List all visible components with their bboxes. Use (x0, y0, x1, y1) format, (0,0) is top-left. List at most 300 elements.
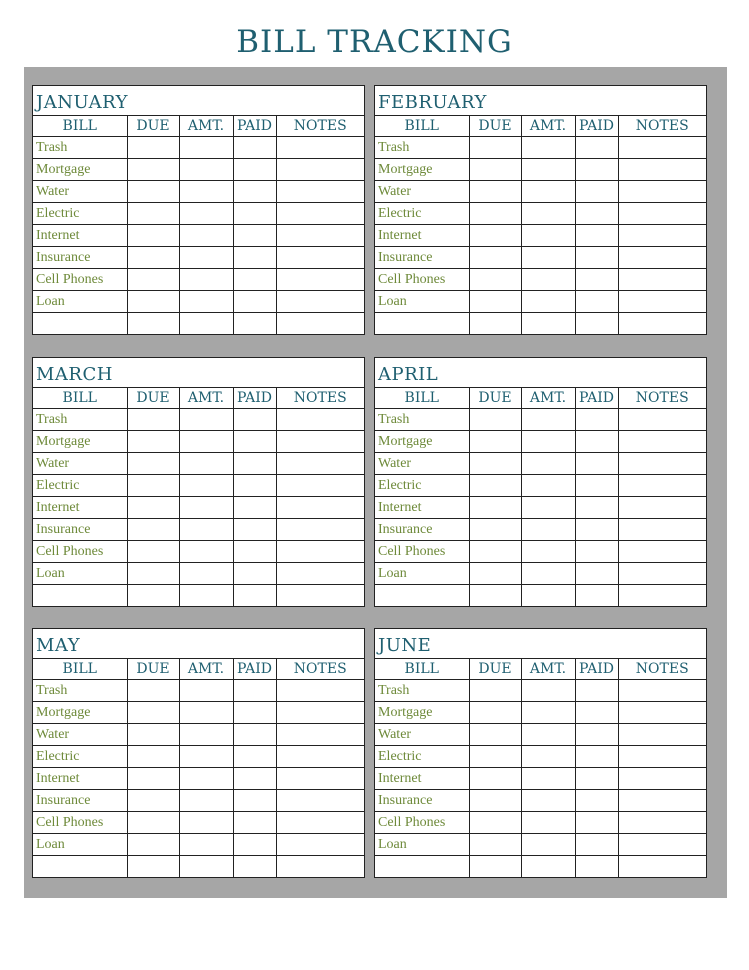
bill-table (375, 659, 706, 877)
paid-cell (233, 541, 276, 563)
notes-cell (618, 519, 706, 541)
header-row (33, 659, 364, 680)
column-header-amt: AMT. (521, 659, 575, 680)
paid-cell (233, 313, 276, 335)
due-cell (127, 497, 179, 519)
month-block-may (32, 628, 365, 878)
column-header-due: DUE (469, 388, 521, 409)
column-header-due: DUE (127, 388, 179, 409)
due-cell (127, 746, 179, 768)
paid-cell (233, 137, 276, 159)
bill-name-cell: Cell Phones (33, 812, 127, 834)
notes-cell (276, 563, 364, 585)
amt-cell (179, 702, 233, 724)
column-header-bill: BILL (375, 116, 469, 137)
table-row (33, 431, 364, 453)
notes-cell (276, 790, 364, 812)
amt-cell (179, 409, 233, 431)
notes-cell (276, 812, 364, 834)
column-header-paid: PAID (233, 388, 276, 409)
notes-cell (618, 225, 706, 247)
table-row (33, 409, 364, 431)
due-cell (469, 203, 521, 225)
notes-cell (276, 181, 364, 203)
due-cell (469, 768, 521, 790)
due-cell (469, 453, 521, 475)
bill-name-cell: Insurance (33, 247, 127, 269)
due-cell (469, 680, 521, 702)
due-cell (469, 431, 521, 453)
due-cell (469, 541, 521, 563)
paid-cell (575, 475, 618, 497)
bill-name-cell: Water (375, 453, 469, 475)
bill-name-cell: Mortgage (33, 431, 127, 453)
table-row (375, 313, 706, 335)
due-cell (469, 269, 521, 291)
notes-cell (618, 702, 706, 724)
notes-cell (618, 680, 706, 702)
due-cell (469, 409, 521, 431)
due-cell (127, 702, 179, 724)
bill-name-cell: Internet (33, 225, 127, 247)
notes-cell (276, 291, 364, 313)
table-row (33, 137, 364, 159)
paid-cell (575, 812, 618, 834)
paid-cell (575, 291, 618, 313)
bill-name-cell: Loan (375, 563, 469, 585)
column-header-bill: BILL (33, 116, 127, 137)
table-row (375, 746, 706, 768)
amt-cell (179, 269, 233, 291)
table-row (33, 812, 364, 834)
paid-cell (233, 585, 276, 607)
paid-cell (233, 519, 276, 541)
bill-name-cell: Loan (33, 563, 127, 585)
paid-cell (575, 724, 618, 746)
bill-name-cell: Insurance (375, 790, 469, 812)
table-row (375, 291, 706, 313)
due-cell (469, 247, 521, 269)
amt-cell (179, 680, 233, 702)
paid-cell (233, 790, 276, 812)
amt-cell (179, 768, 233, 790)
paid-cell (575, 856, 618, 878)
notes-cell (276, 768, 364, 790)
column-header-amt: AMT. (179, 116, 233, 137)
amt-cell (179, 834, 233, 856)
paid-cell (233, 269, 276, 291)
due-cell (127, 431, 179, 453)
amt-cell (521, 680, 575, 702)
notes-cell (618, 475, 706, 497)
paid-cell (575, 541, 618, 563)
bill-name-cell: Internet (375, 225, 469, 247)
amt-cell (521, 790, 575, 812)
notes-cell (276, 159, 364, 181)
bill-name-cell: Loan (375, 834, 469, 856)
amt-cell (521, 409, 575, 431)
table-row (33, 181, 364, 203)
table-row (33, 519, 364, 541)
amt-cell (521, 497, 575, 519)
due-cell (127, 834, 179, 856)
month-block-january (32, 85, 365, 335)
paid-cell (233, 856, 276, 878)
amt-cell (521, 159, 575, 181)
bill-name-cell (375, 856, 469, 878)
amt-cell (179, 225, 233, 247)
table-row (375, 680, 706, 702)
paid-cell (575, 313, 618, 335)
notes-cell (276, 247, 364, 269)
bill-name-cell: Internet (375, 497, 469, 519)
paid-cell (575, 137, 618, 159)
paid-cell (233, 203, 276, 225)
column-header-paid: PAID (575, 388, 618, 409)
due-cell (469, 181, 521, 203)
column-header-amt: AMT. (179, 659, 233, 680)
column-header-paid: PAID (233, 116, 276, 137)
amt-cell (179, 137, 233, 159)
table-row (375, 834, 706, 856)
notes-cell (276, 834, 364, 856)
bill-table (33, 388, 364, 606)
month-title: MARCH (33, 358, 364, 388)
due-cell (127, 159, 179, 181)
table-row (375, 453, 706, 475)
amt-cell (521, 137, 575, 159)
due-cell (127, 181, 179, 203)
bill-name-cell (33, 313, 127, 335)
paid-cell (233, 225, 276, 247)
month-title: JANUARY (33, 86, 364, 116)
bill-table (33, 659, 364, 877)
due-cell (127, 790, 179, 812)
paid-cell (233, 291, 276, 313)
due-cell (469, 790, 521, 812)
column-header-notes: NOTES (276, 388, 364, 409)
table-row (33, 856, 364, 878)
notes-cell (276, 856, 364, 878)
table-row (33, 475, 364, 497)
bill-name-cell: Water (33, 724, 127, 746)
due-cell (469, 834, 521, 856)
table-row (375, 203, 706, 225)
table-row (375, 225, 706, 247)
due-cell (469, 313, 521, 335)
bill-name-cell: Cell Phones (375, 812, 469, 834)
amt-cell (521, 269, 575, 291)
notes-cell (276, 541, 364, 563)
table-row (375, 159, 706, 181)
notes-cell (618, 790, 706, 812)
due-cell (127, 519, 179, 541)
amt-cell (179, 313, 233, 335)
column-header-notes: NOTES (618, 116, 706, 137)
amt-cell (521, 746, 575, 768)
bill-name-cell: Electric (33, 203, 127, 225)
bill-name-cell: Insurance (375, 247, 469, 269)
amt-cell (179, 475, 233, 497)
notes-cell (618, 431, 706, 453)
month-block-june (374, 628, 707, 878)
notes-cell (618, 409, 706, 431)
paid-cell (233, 181, 276, 203)
paid-cell (233, 431, 276, 453)
paid-cell (575, 680, 618, 702)
amt-cell (179, 812, 233, 834)
notes-cell (618, 497, 706, 519)
table-row (33, 790, 364, 812)
column-header-bill: BILL (33, 388, 127, 409)
paid-cell (575, 585, 618, 607)
amt-cell (521, 563, 575, 585)
column-header-due: DUE (469, 116, 521, 137)
column-header-bill: BILL (375, 388, 469, 409)
due-cell (127, 409, 179, 431)
bill-name-cell: Trash (375, 680, 469, 702)
due-cell (469, 291, 521, 313)
column-header-paid: PAID (575, 116, 618, 137)
notes-cell (276, 431, 364, 453)
table-row (375, 812, 706, 834)
bill-name-cell: Electric (375, 203, 469, 225)
paid-cell (575, 247, 618, 269)
due-cell (469, 563, 521, 585)
bill-table (375, 116, 706, 334)
notes-cell (276, 409, 364, 431)
notes-cell (618, 768, 706, 790)
bill-name-cell (375, 585, 469, 607)
paid-cell (233, 159, 276, 181)
table-row (33, 541, 364, 563)
bill-name-cell: Trash (33, 680, 127, 702)
notes-cell (276, 746, 364, 768)
bill-name-cell: Loan (33, 291, 127, 313)
due-cell (127, 768, 179, 790)
header-row (33, 388, 364, 409)
bill-name-cell: Trash (375, 137, 469, 159)
amt-cell (179, 159, 233, 181)
paid-cell (575, 409, 618, 431)
amt-cell (521, 225, 575, 247)
amt-cell (179, 790, 233, 812)
bill-name-cell (33, 585, 127, 607)
table-row (375, 409, 706, 431)
paid-cell (575, 768, 618, 790)
bill-name-cell: Internet (33, 497, 127, 519)
header-row (375, 659, 706, 680)
table-row (375, 137, 706, 159)
amt-cell (179, 585, 233, 607)
due-cell (469, 724, 521, 746)
table-row (33, 724, 364, 746)
notes-cell (276, 702, 364, 724)
paid-cell (233, 680, 276, 702)
column-header-notes: NOTES (618, 659, 706, 680)
amt-cell (521, 812, 575, 834)
paid-cell (233, 563, 276, 585)
bill-name-cell: Mortgage (33, 159, 127, 181)
bill-name-cell: Insurance (33, 790, 127, 812)
amt-cell (179, 203, 233, 225)
notes-cell (618, 541, 706, 563)
bill-name-cell: Water (375, 724, 469, 746)
notes-cell (618, 181, 706, 203)
due-cell (469, 137, 521, 159)
table-row (375, 563, 706, 585)
amt-cell (521, 702, 575, 724)
month-title: MAY (33, 629, 364, 659)
table-row (375, 519, 706, 541)
amt-cell (521, 856, 575, 878)
bill-name-cell: Mortgage (375, 431, 469, 453)
bill-name-cell: Trash (33, 137, 127, 159)
bill-name-cell: Internet (33, 768, 127, 790)
bill-name-cell: Mortgage (375, 702, 469, 724)
notes-cell (618, 137, 706, 159)
paid-cell (233, 812, 276, 834)
table-row (33, 497, 364, 519)
amt-cell (179, 746, 233, 768)
amt-cell (521, 724, 575, 746)
month-block-february (374, 85, 707, 335)
paid-cell (233, 497, 276, 519)
table-row (33, 225, 364, 247)
column-header-notes: NOTES (276, 116, 364, 137)
due-cell (127, 475, 179, 497)
bill-name-cell: Electric (375, 746, 469, 768)
month-block-april (374, 357, 707, 607)
bill-name-cell: Mortgage (33, 702, 127, 724)
column-header-amt: AMT. (521, 116, 575, 137)
notes-cell (618, 724, 706, 746)
paid-cell (575, 497, 618, 519)
header-row (375, 116, 706, 137)
amt-cell (179, 453, 233, 475)
paid-cell (233, 409, 276, 431)
notes-cell (618, 291, 706, 313)
paid-cell (575, 181, 618, 203)
month-title: JUNE (375, 629, 706, 659)
notes-cell (618, 313, 706, 335)
bill-name-cell: Insurance (375, 519, 469, 541)
paid-cell (575, 519, 618, 541)
table-row (33, 834, 364, 856)
amt-cell (179, 541, 233, 563)
bill-name-cell: Trash (33, 409, 127, 431)
due-cell (127, 291, 179, 313)
due-cell (469, 702, 521, 724)
bill-name-cell: Electric (33, 746, 127, 768)
due-cell (469, 225, 521, 247)
due-cell (469, 497, 521, 519)
notes-cell (276, 225, 364, 247)
amt-cell (521, 181, 575, 203)
amt-cell (179, 247, 233, 269)
due-cell (469, 475, 521, 497)
amt-cell (521, 519, 575, 541)
notes-cell (276, 724, 364, 746)
due-cell (127, 225, 179, 247)
amt-cell (521, 541, 575, 563)
due-cell (469, 585, 521, 607)
notes-cell (276, 313, 364, 335)
amt-cell (521, 247, 575, 269)
notes-cell (618, 585, 706, 607)
bill-name-cell (33, 856, 127, 878)
due-cell (469, 746, 521, 768)
table-row (33, 585, 364, 607)
table-row (375, 585, 706, 607)
notes-cell (618, 746, 706, 768)
amt-cell (179, 181, 233, 203)
notes-cell (618, 453, 706, 475)
due-cell (127, 680, 179, 702)
table-row (375, 541, 706, 563)
table-row (375, 247, 706, 269)
column-header-notes: NOTES (618, 388, 706, 409)
bill-name-cell: Water (33, 453, 127, 475)
column-header-paid: PAID (575, 659, 618, 680)
bill-name-cell: Cell Phones (375, 541, 469, 563)
bill-name-cell: Cell Phones (375, 269, 469, 291)
table-row (33, 247, 364, 269)
bill-name-cell: Electric (33, 475, 127, 497)
amt-cell (521, 768, 575, 790)
notes-cell (276, 519, 364, 541)
paid-cell (575, 563, 618, 585)
column-header-amt: AMT. (521, 388, 575, 409)
bill-name-cell: Loan (375, 291, 469, 313)
due-cell (127, 247, 179, 269)
table-row (33, 313, 364, 335)
due-cell (127, 563, 179, 585)
column-header-amt: AMT. (179, 388, 233, 409)
due-cell (469, 519, 521, 541)
bill-table (375, 388, 706, 606)
table-row (33, 702, 364, 724)
amt-cell (521, 313, 575, 335)
bill-name-cell (375, 313, 469, 335)
table-row (33, 269, 364, 291)
table-row (375, 269, 706, 291)
notes-cell (276, 203, 364, 225)
amt-cell (179, 291, 233, 313)
bill-tracking-sheet (24, 67, 727, 898)
amt-cell (521, 431, 575, 453)
paid-cell (233, 247, 276, 269)
table-row (33, 203, 364, 225)
due-cell (127, 724, 179, 746)
due-cell (127, 313, 179, 335)
paid-cell (575, 834, 618, 856)
notes-cell (276, 475, 364, 497)
table-row (375, 497, 706, 519)
column-header-bill: BILL (33, 659, 127, 680)
amt-cell (521, 834, 575, 856)
due-cell (127, 856, 179, 878)
paid-cell (575, 225, 618, 247)
header-row (33, 116, 364, 137)
paid-cell (233, 453, 276, 475)
paid-cell (575, 746, 618, 768)
notes-cell (276, 497, 364, 519)
column-header-bill: BILL (375, 659, 469, 680)
table-row (375, 181, 706, 203)
due-cell (127, 812, 179, 834)
bill-name-cell: Loan (33, 834, 127, 856)
